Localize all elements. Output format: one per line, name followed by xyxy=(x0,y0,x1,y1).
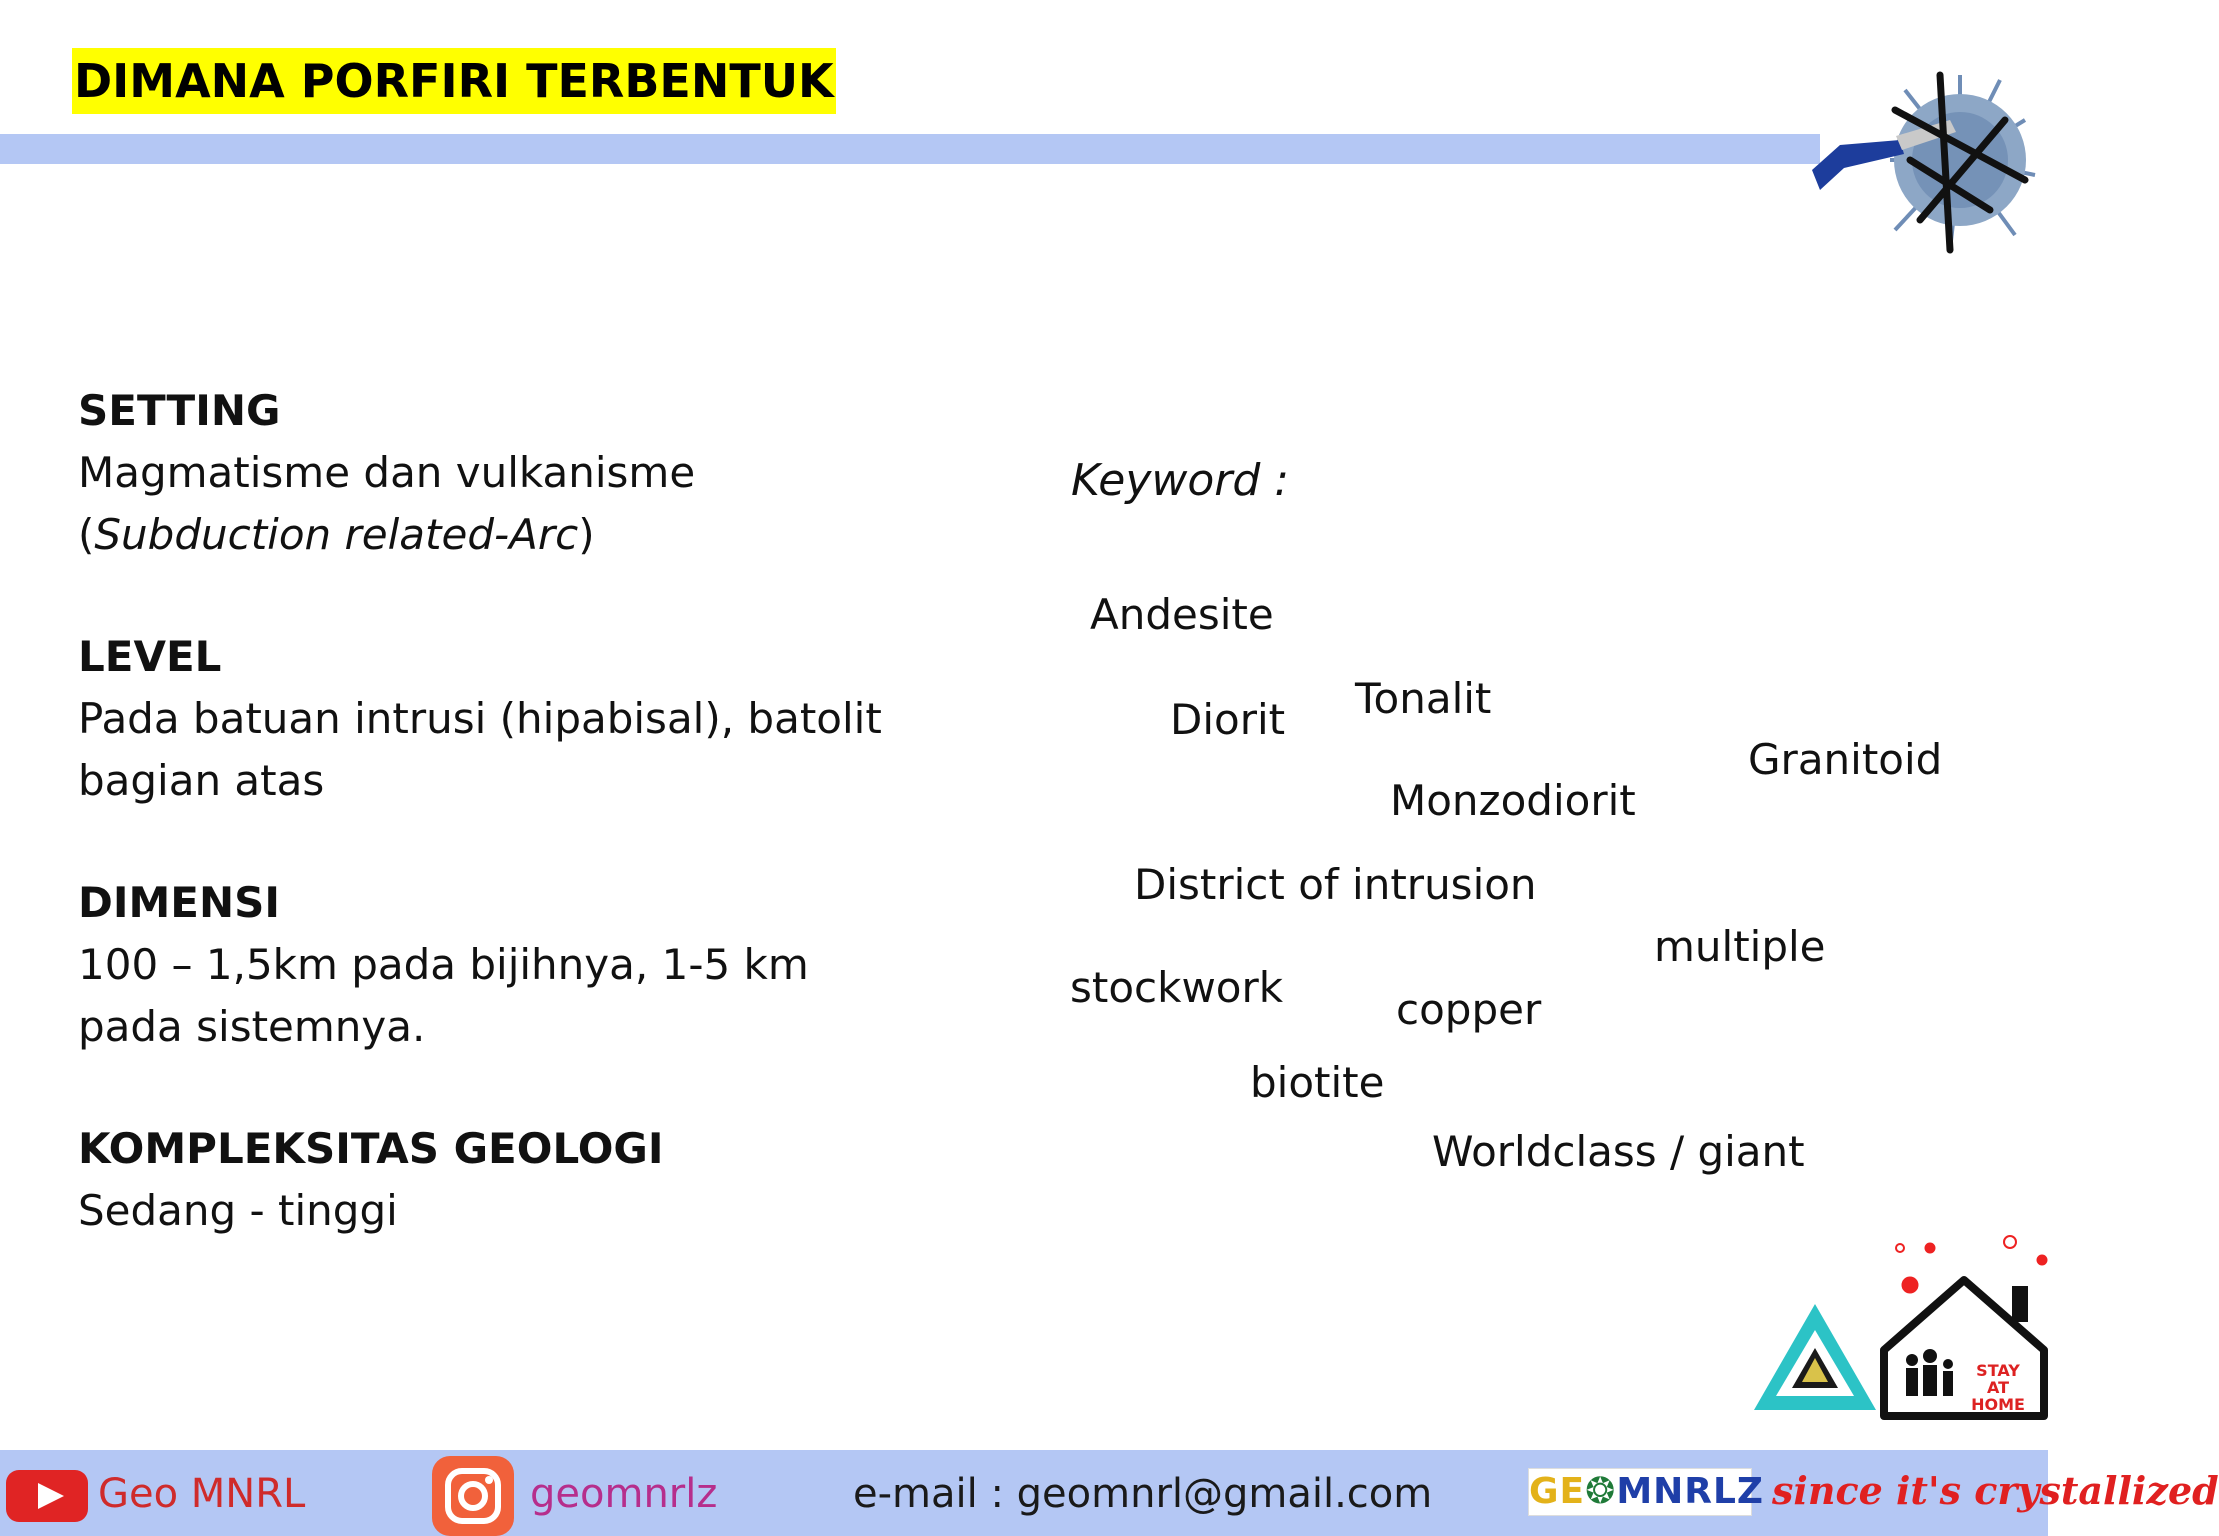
section-dimensi xyxy=(78,872,809,1058)
keyword-worldclass-giant: Worldclass / giant xyxy=(1432,1127,1805,1176)
youtube-icon xyxy=(6,1470,88,1522)
keyword-granitoid: Granitoid xyxy=(1748,735,1943,784)
setting-italic-text: Subduction related-Arc xyxy=(94,510,579,559)
keyword-andesite: Andesite xyxy=(1090,590,1274,639)
section-level xyxy=(78,626,882,812)
keyword-tonalit: Tonalit xyxy=(1355,674,1492,723)
email-link[interactable]: e-mail : geomnrl@gmail.com xyxy=(853,1471,1433,1517)
geomnrlz-logo: GE❂MNRLZ xyxy=(1528,1468,1752,1516)
keyword-copper: copper xyxy=(1396,985,1542,1034)
kompleksitas-heading: KOMPLEKSITAS GEOLOGI xyxy=(78,1124,664,1173)
level-heading: LEVEL xyxy=(78,632,222,681)
stay-at-home-label: STAY AT HOME xyxy=(1971,1361,2025,1414)
kompleksitas-line-1: Sedang - tinggi xyxy=(78,1186,398,1235)
section-setting xyxy=(78,380,695,566)
triangle-logo-icon xyxy=(1750,1300,1880,1415)
slogan-text: since it's crystallized xyxy=(1772,1468,2219,1513)
dimensi-line-2: pada sistemnya. xyxy=(78,1002,426,1051)
compass-icon: ❂ xyxy=(1585,1471,1617,1512)
setting-heading: SETTING xyxy=(78,386,281,435)
dimensi-heading: DIMENSI xyxy=(78,878,281,927)
page-title: DIMANA PORFIRI TERBENTUK xyxy=(72,48,836,114)
keyword-stockwork: stockwork xyxy=(1070,963,1284,1012)
keyword-diorit: Diorit xyxy=(1170,695,1286,744)
keyword-biotite: biotite xyxy=(1250,1058,1385,1107)
keyword-monzodiorit: Monzodiorit xyxy=(1390,776,1636,825)
level-line-1: Pada batuan intrusi (hipabisal), batolit xyxy=(78,694,882,743)
keyword-multiple: multiple xyxy=(1654,922,1826,971)
setting-line-1: Magmatisme dan vulkanisme xyxy=(78,448,696,497)
instagram-handle-link[interactable]: geomnrlz xyxy=(530,1471,718,1517)
section-kompleksitas xyxy=(78,1118,664,1242)
header-band xyxy=(0,134,1820,164)
instagram-icon xyxy=(432,1456,514,1536)
keyword-district-of-intrusion: District of intrusion xyxy=(1134,860,1537,909)
level-line-2: bagian atas xyxy=(78,756,325,805)
dimensi-line-1: 100 – 1,5km pada bijihnya, 1-5 km xyxy=(78,940,809,989)
youtube-channel-link[interactable]: Geo MNRL xyxy=(98,1471,306,1517)
virus-hammer-icon xyxy=(1800,50,2040,260)
setting-line-2: (Subduction related-Arc) xyxy=(78,510,595,559)
keyword-title: Keyword : xyxy=(1071,455,1290,506)
